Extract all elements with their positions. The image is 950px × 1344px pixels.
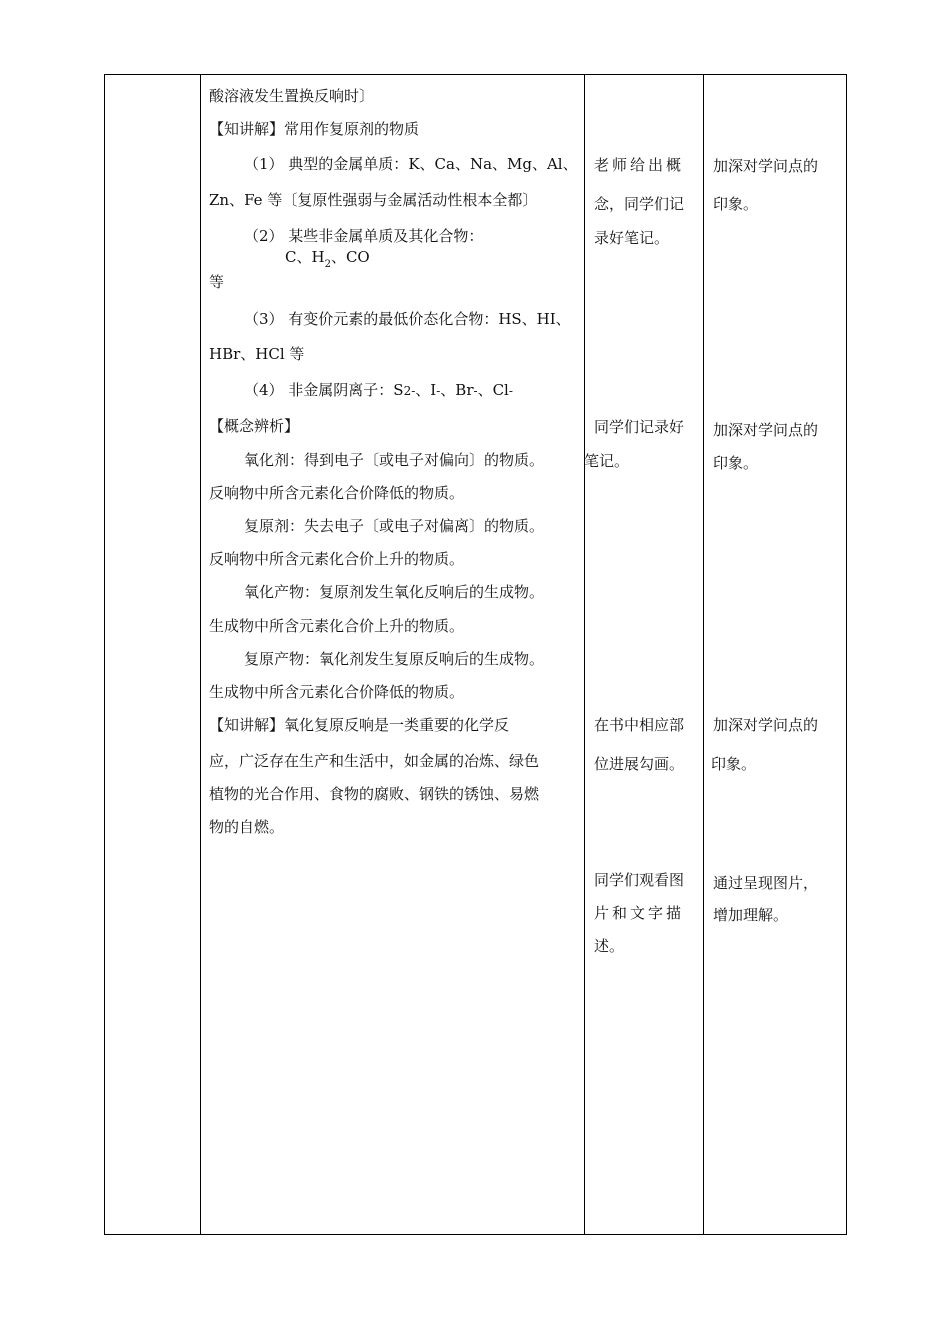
item-2-formula: C、$H_2$、CO xyxy=(285,248,370,270)
student-3-line-b: 位进展勾画。 xyxy=(594,755,685,773)
student-2-line-a: 同学们记录好 xyxy=(594,418,685,436)
knowledge-text: 常用作复原剂的物质 xyxy=(284,120,420,138)
item-2-line-b: 等 xyxy=(209,273,225,291)
item-3-line-b: HBr、HCl 等 xyxy=(209,345,305,363)
student-4-line-b: 片和文字描 xyxy=(594,904,685,922)
table-border-col2 xyxy=(584,74,585,1235)
table-border-col3 xyxy=(703,74,704,1235)
table-bottom-border xyxy=(104,1234,847,1235)
table-border-left xyxy=(104,74,105,1235)
purpose-4-line-b: 增加理解。 xyxy=(713,906,789,924)
oxidation-product-line-b: 生成物中所含元素化合价上升的物质。 xyxy=(209,617,465,635)
oxidant-line-b: 反响物中所含元素化合价降低的物质。 xyxy=(209,484,465,502)
purpose-4-line-a: 通过呈现图片， xyxy=(713,874,819,892)
knowledge-2-line-d: 物的自燃。 xyxy=(209,818,285,836)
knowledge-2-line-c: 植物的光合作用、食物的腐败、钢铁的锈蚀、易燃 xyxy=(209,785,540,803)
table-top-border xyxy=(104,74,847,75)
item-4-line: （4） 非金属阴离子：S2-、I-、Br-、Cl- xyxy=(244,381,513,399)
purpose-3-line-b: 印象。 xyxy=(711,755,757,773)
student-1-line-c: 录好笔记。 xyxy=(594,229,670,247)
table-border-col1 xyxy=(200,74,201,1235)
reduction-product-line-b: 生成物中所含元素化合价降低的物质。 xyxy=(209,683,465,701)
knowledge-heading-2 xyxy=(209,716,509,734)
purpose-1-line-a: 加深对学问点的 xyxy=(713,157,819,175)
reductant-line-a: 复原剂：失去电子〔或电子对偏离〕的物质。 xyxy=(244,517,545,535)
student-1-line-a: 老师给出概 xyxy=(594,156,685,174)
intro-line: 酸溶液发生置换反响时〕 xyxy=(209,87,375,105)
student-4-line-a: 同学们观看图 xyxy=(594,871,685,889)
item-3-line-a: （3） 有变价元素的最低价态化合物：HS、HI、 xyxy=(244,310,571,328)
purpose-1-line-b: 印象。 xyxy=(713,195,759,213)
oxidant-line-a: 氧化剂：得到电子〔或电子对偏向〕的物质。 xyxy=(244,451,545,469)
student-1-line-b: 念，同学们记 xyxy=(594,195,685,213)
reduction-product-line-a: 复原产物：氧化剂发生复原反响后的生成物。 xyxy=(244,650,545,668)
knowledge-tag-2: 【知讲解】 xyxy=(209,716,285,734)
item-1-line-a: （1） 典型的金属单质：K、Ca、Na、Mg、Al、 xyxy=(244,155,578,173)
table-border-right xyxy=(846,74,847,1235)
concept-heading: 【概念辨析】 xyxy=(209,417,300,435)
knowledge-heading-1 xyxy=(209,120,419,138)
student-2-line-b: 笔记。 xyxy=(584,452,630,470)
knowledge-tag: 【知讲解】 xyxy=(209,120,285,138)
purpose-3-line-a: 加深对学问点的 xyxy=(713,716,819,734)
purpose-2-line-b: 印象。 xyxy=(713,454,759,472)
student-4-line-c: 述。 xyxy=(594,937,625,955)
item-1-line-b: Zn、Fe 等〔复原性强弱与金属活动性根本全都〕 xyxy=(209,191,538,209)
purpose-2-line-a: 加深对学问点的 xyxy=(713,421,819,439)
item-2-line-a: （2） 某些非金属单质及其化合物： xyxy=(244,227,484,245)
student-3-line-a: 在书中相应部 xyxy=(594,716,685,734)
reductant-line-b: 反响物中所含元素化合价上升的物质。 xyxy=(209,550,465,568)
oxidation-product-line-a: 氧化产物：复原剂发生氧化反响后的生成物。 xyxy=(244,583,545,601)
knowledge-2-line-b: 应，广泛存在生产和生活中，如金属的冶炼、绿色 xyxy=(209,752,540,770)
knowledge-text-2: 氧化复原反响是一类重要的化学反 xyxy=(284,716,510,734)
